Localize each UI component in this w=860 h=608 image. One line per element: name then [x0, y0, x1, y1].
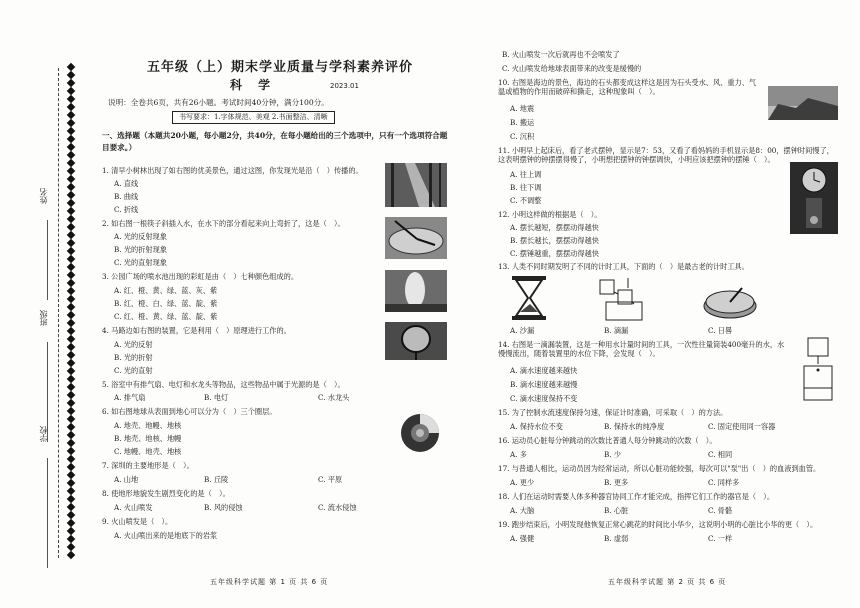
exam-date: 2023.01 — [330, 82, 359, 90]
question-stem: 9. 火山喷发是（ ）。 — [102, 517, 173, 526]
earth-layers-diagram — [400, 413, 440, 453]
answer-option[interactable]: C. 水龙头 — [318, 393, 350, 402]
answer-option[interactable]: A. 强健 — [510, 534, 535, 543]
answer-option[interactable]: C. 摆锤越重，摆摆动得越快 — [510, 249, 599, 258]
answer-option[interactable]: A. 摆长越短，摆摆动得越快 — [510, 223, 599, 232]
question-stem: 14. 右图是一滴漏装置，这是一种用水计量时间的工具，一次性往量筒装400毫升的水，水慢慢流出，随着装置里的水位下降，会发现（ ）。 — [498, 340, 785, 358]
seaside-rocks-photo — [768, 86, 838, 120]
answer-option[interactable]: B. 丘陵 — [204, 475, 229, 484]
section-one-title: 一、选择题（本题共20小题，每小题2分，共40分，在每小题给出的三个选项中，只有一个选项符合题目要求。） — [102, 131, 448, 152]
answer-option[interactable]: A. 红、橙、黄、绿、蓝、灰、紫 — [114, 286, 218, 295]
school-line — [47, 458, 48, 568]
answer-option[interactable]: A. 大脑 — [510, 506, 535, 515]
footer-right: 五年级科学试题 第 2 页 共 6 页 — [608, 578, 727, 586]
writing-requirements: 书写要求：1.字体规范、美观 2.书面整洁、清晰 — [172, 111, 335, 124]
question-stem: 4. 马路边如右图的装置，它是利用（ ）原理进行工作的。 — [102, 326, 291, 335]
answer-option[interactable]: B. 虚弱 — [604, 534, 629, 543]
answer-option[interactable]: C. 一样 — [708, 534, 733, 543]
pendulum-clock-photo — [790, 162, 838, 234]
name-line — [47, 220, 48, 300]
question-stem: 19. 跑步结束后，小明发现他恢复正常心跳花的时间比小华少，这说明小明的心脏比小华的更（ ）。 — [498, 520, 818, 529]
question-stem: 11. 小明早上起床后，看了老式摆钟，显示是7：53，又看了看妈妈的手机显示是8：00，摆钟时间慢了，这表明摆钟的钟摆摆得慢了，小明想把摆钟的钟摆调快，小明应该把摆钟的摆锤（ ）。 — [498, 146, 834, 164]
subject-title: 科 学 — [230, 78, 277, 92]
answer-option[interactable]: A. 往上调 — [510, 170, 542, 179]
answer-option[interactable]: A. 多 — [510, 450, 527, 459]
answer-option[interactable]: A. 排气扇 — [114, 393, 146, 402]
answer-option[interactable]: C. 红、橙、黄、绿、蓝、靛、紫 — [114, 312, 218, 321]
sundial-drawing — [702, 280, 758, 320]
answer-option[interactable]: C. 滴水速度保持不变 — [510, 394, 578, 403]
answer-option[interactable]: A. 更少 — [510, 478, 535, 487]
answer-option[interactable]: C. 火山喷发给地球表面带来的改变是缓慢的 — [502, 64, 642, 73]
answer-option[interactable]: B. 往下调 — [510, 183, 542, 192]
question-stem: 10. 右图是海边的景色，海边的石头都变成这样这是因为石头受水、风、重力、气温或植物的作用而破碎和撕走，这种现象叫（ ）。 — [498, 78, 757, 96]
chopstick-in-water-photo — [385, 217, 447, 259]
binding-labels — [38, 60, 60, 560]
answer-option[interactable]: C. 折线 — [114, 205, 139, 214]
answer-option[interactable]: A. 光的反射 — [114, 340, 153, 349]
answer-option[interactable]: B. 摆长越长，摆摆动得越快 — [510, 236, 599, 245]
answer-option[interactable]: C. 流水侵蚀 — [318, 503, 357, 512]
forest-sunlight-photo — [385, 163, 447, 207]
answer-option[interactable]: B. 风的侵蚀 — [204, 503, 243, 512]
answer-option[interactable]: B. 火山喷发一次后就再也不会喷发了 — [502, 50, 620, 59]
answer-option[interactable]: C. 同样多 — [708, 478, 740, 487]
water-clock-drawing — [598, 276, 644, 322]
answer-option[interactable]: B. 曲线 — [114, 192, 139, 201]
answer-option[interactable]: A. 火山喷发 — [114, 503, 153, 512]
answer-option[interactable]: A. 地壳、地幔、地核 — [114, 421, 182, 430]
binding-dots — [66, 64, 76, 560]
answer-option[interactable]: C. 相同 — [708, 450, 733, 459]
answer-option[interactable]: A. 火山喷出来的是地底下的岩浆 — [114, 531, 218, 540]
answer-option[interactable]: A. 直线 — [114, 179, 139, 188]
footer-left: 五年级科学试题 第 1 页 共 6 页 — [210, 578, 329, 586]
answer-option[interactable]: B. 滴漏 — [604, 326, 629, 335]
question-stem: 3. 公园广场的喷水池出现的彩虹是由（ ）七种颜色组成的。 — [102, 272, 299, 281]
answer-option[interactable]: A. 沙漏 — [510, 326, 535, 335]
binding-dot — [67, 551, 75, 559]
answer-option[interactable]: A. 地震 — [510, 104, 535, 113]
road-mirror-photo — [385, 322, 447, 360]
question-stem: 1. 清早小树林出现了如右图的优美景色，通过这图，你发现光是沿（ ）传播的。 — [102, 166, 363, 175]
answer-option[interactable]: B. 光的折射现象 — [114, 245, 167, 254]
answer-option[interactable]: A. 滴水速度越来越快 — [510, 366, 578, 375]
answer-option[interactable]: C. 骨骼 — [708, 506, 733, 515]
answer-option[interactable]: B. 地壳、地核、地幔 — [114, 434, 182, 443]
question-stem: 16. 运动员心脏每分钟跳动的次数比普通人每分钟跳动的次数（ ）。 — [498, 436, 717, 445]
instructions: 说明：全卷共6页，共有26小题。考试时间40分钟，满分100分。 — [108, 98, 329, 107]
class-label: 班级 — [39, 310, 48, 326]
answer-option[interactable]: B. 电灯 — [204, 393, 229, 402]
answer-option[interactable]: A. 保持水位不变 — [510, 422, 563, 431]
answer-option[interactable]: C. 光的直射现象 — [114, 258, 167, 267]
fountain-rainbow-photo — [385, 270, 447, 312]
question-stem: 5. 浴室中有排气扇、电灯和水龙头等物品，这些物品中属于光源的是（ ）。 — [102, 380, 345, 389]
answer-option[interactable]: B. 少 — [604, 450, 622, 459]
question-stem: 2. 如右图一根筷子斜插入水，在水下的部分看起来向上弯折了，这是（ ）。 — [102, 219, 345, 228]
drip-device-diagram — [798, 336, 838, 402]
answer-option[interactable]: C. 地幔、地壳、地核 — [114, 447, 182, 456]
question-stem: 7. 深圳的主要地形是（ ）。 — [102, 461, 194, 470]
answer-option[interactable]: A. 光的反射现象 — [114, 232, 167, 241]
answer-option[interactable]: B. 光的折射 — [114, 353, 153, 362]
answer-option[interactable]: B. 保持水的纯净度 — [604, 422, 665, 431]
question-stem: 8. 使地形地貌发生剧烈变化的是（ ）。 — [102, 489, 230, 498]
answer-option[interactable]: B. 搬运 — [510, 118, 535, 127]
school-label: 学校 — [39, 426, 48, 442]
question-stem: 18. 人们在运动时需要人体多种器官协同工作才能完成，指挥它们工作的器官是（ ）。 — [498, 492, 775, 501]
answer-option[interactable]: C. 沉积 — [510, 132, 535, 141]
answer-option[interactable]: B. 心脏 — [604, 506, 629, 515]
name-label: 姓名 — [39, 188, 48, 204]
answer-option[interactable]: C. 光的直射 — [114, 366, 153, 375]
answer-option[interactable]: C. 日晷 — [708, 326, 733, 335]
answer-option[interactable]: C. 固定使用同一容器 — [708, 422, 776, 431]
answer-option[interactable]: B. 滴水速度越来越慢 — [510, 380, 578, 389]
answer-option[interactable]: B. 红、橙、白、绿、蓝、靛、紫 — [114, 299, 218, 308]
question-stem: 13. 人类不同时期发明了不同的计时工具，下面的（ ）是最古老的计时工具。 — [498, 262, 749, 271]
question-stem: 6. 如右图地球从表面到地心可以分为（ ）三个圈层。 — [102, 407, 277, 416]
answer-option[interactable]: C. 不调整 — [510, 196, 542, 205]
answer-option[interactable]: C. 平原 — [318, 475, 343, 484]
answer-option[interactable]: A. 山地 — [114, 475, 139, 484]
answer-option[interactable]: B. 更多 — [604, 478, 629, 487]
question-stem: 15. 为了控制水流速度保持匀速，保证计时准确，可采取（ ）的方法。 — [498, 408, 728, 417]
question-stem: 12. 小明这样做的根据是（ ）。 — [498, 210, 602, 219]
exam-title: 五年级（上）期末学业质量与学科素养评价 — [146, 60, 413, 75]
question-stem: 17. 与普通人相比，运动员因为经常运动，所以心脏功能较强，每次可以"泵"出（ ）的血液到血管。 — [498, 464, 821, 473]
hourglass-drawing — [506, 274, 552, 322]
